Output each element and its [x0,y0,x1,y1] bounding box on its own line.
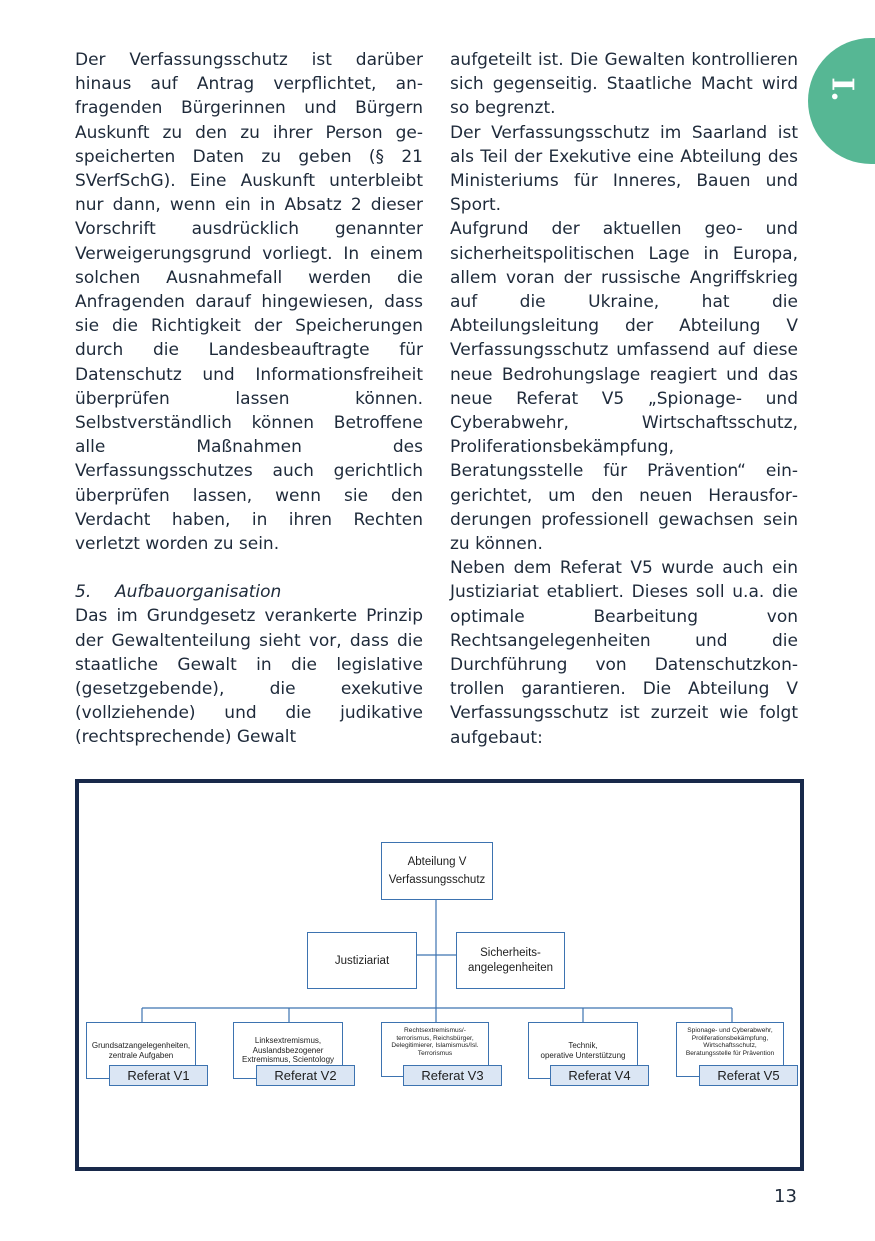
org-unit-text: Technik, [568,1040,598,1050]
org-unit-text: terrorismus, Reichsbürger, [396,1034,474,1042]
section-title: Aufbauorganisation [115,582,282,603]
referat-label-v4: Referat V4 [550,1065,649,1086]
org-box-abteilung [381,842,493,900]
paragraph-gewalten: aufgeteilt ist. Die Gewalten kontrollieren sich gegenseitig. Staatliche Macht wird so begrenzt. [450,50,798,119]
org-chart-connectors [79,783,800,1167]
org-box-abteilung-line1: Abteilung V [407,856,467,868]
org-unit-text: Rechtsextremismus/- [404,1027,466,1034]
org-unit-text: Linksextremismus, [254,1036,322,1046]
org-unit-text: Proliferationsbekämpfung, [691,1034,769,1042]
org-unit-text: Auslandsbezogener [252,1045,324,1055]
paragraph-saarland: Der Verfassungsschutz im Saarland ist als Teil der Exekutive eine Abteilung des Ministeriums für Inneres, Bauen und Sport. [450,122,798,216]
org-unit-text: Spionage- und Cyberabwehr, [687,1027,773,1034]
paragraph-lage: Aufgrund der aktuellen geo- und sicherheitspolitischen Lage in Europa, allem voran der russische Angriffskrieg auf die Ukraine, hat die Abteilungsleitung der Abteilung V Verfassungsschutz umfassend auf diese neue Bedrohungslage reagiert und das neue Referat V5 „Spionage- und Cyberabwehr, Wirtschaftsschutz, Proliferationsbekämpfung, Beratungsstelle für Prävention“ eingerichtet, um den neuen Herausforderungen professionell gewachsen sein zu können. [450,219,798,555]
referat-label-v1: Referat V1 [109,1065,208,1086]
chapter-tab [808,38,875,164]
paragraph-justiziariat: Neben dem Referat V5 wurde auch ein Justiziariat etabliert. Dieses soll u.a. die optimale Bearbeitung von Rechtsangelegenheiten und die Durchführung von Datenschutzkontrollen garantieren. Die Abteilung V Verfassungsschutz ist zurzeit wie folgt aufgebaut: [450,558,798,748]
page-number: 13 [774,1186,797,1207]
referat-label-v3: Referat V3 [403,1065,502,1086]
right-text-column [450,48,798,750]
paragraph-gewaltenteilung: Das im Grundgesetz verankerte Prinzip der Gewaltenteilung sieht vor, dass die staatliche Gewalt in die legislative (gesetzgebende), die exekutive (vollziehende) und die judikative (rechtsprechende) Gewalt [75,606,423,748]
org-unit-text: Grundsatzangelegenheiten, [91,1040,191,1050]
org-unit-text: zentrale Aufgaben [108,1050,174,1060]
org-unit-text: Extremismus, Scientology [241,1055,335,1065]
org-box-sicherheit [456,932,565,989]
org-chart-frame [75,779,804,1171]
org-unit-text: Terrorismus [417,1049,453,1057]
chapter-label: I. [824,77,860,102]
referat-label-v5: Referat V5 [699,1065,798,1086]
org-box-sicherheit-line1: Sicherheits- [480,946,541,959]
org-box-abteilung-line2: Verfassungsschutz [388,874,486,886]
org-unit-text: Beratungsstelle für Prävention [685,1049,775,1057]
left-text-column [75,48,423,750]
org-unit-text: Delegitimierer, Islamismus/Isl. [391,1042,479,1050]
section-heading [75,580,423,604]
org-unit-text: operative Unterstützung [540,1050,626,1060]
org-box-justiziariat-label: Justiziariat [334,954,390,967]
paragraph-auskunft: Der Verfassungsschutz ist darüber hinaus auf Antrag verpflichtet, anfragenden Bürgerinnen und Bürgern Auskunft zu den zu ihrer Person gespeicherten Daten zu geben (§ 21 SVerfSchG). Eine Auskunft unterbleibt nur dann, wenn ein in Absatz 2 dieser Vorschrift ausdrücklich genannter Verweigerungsgrund vorliegt. In einem solchen Ausnahmefall werden die Anfragenden darauf hingewiesen, dass sie die Richtigkeit der Speicherungen durch die Landesbeauftragte für Datenschutz und Informationsfreiheit überprüfen lassen können. Selbstverständlich können Betroffene alle Maßnahmen des Verfassungsschutzes auch gerichtlich überprüfen lassen, wenn sie den Verdacht haben, in ihren Rechten verletzt worden zu sein. [75,50,423,555]
org-box-sicherheit-line2: angelegenheiten [467,961,554,974]
referat-label-v2: Referat V2 [256,1065,355,1086]
section-number: 5. [75,582,92,603]
org-unit-text: Wirtschaftsschutz, [703,1042,757,1050]
org-box-justiziariat [307,932,417,989]
